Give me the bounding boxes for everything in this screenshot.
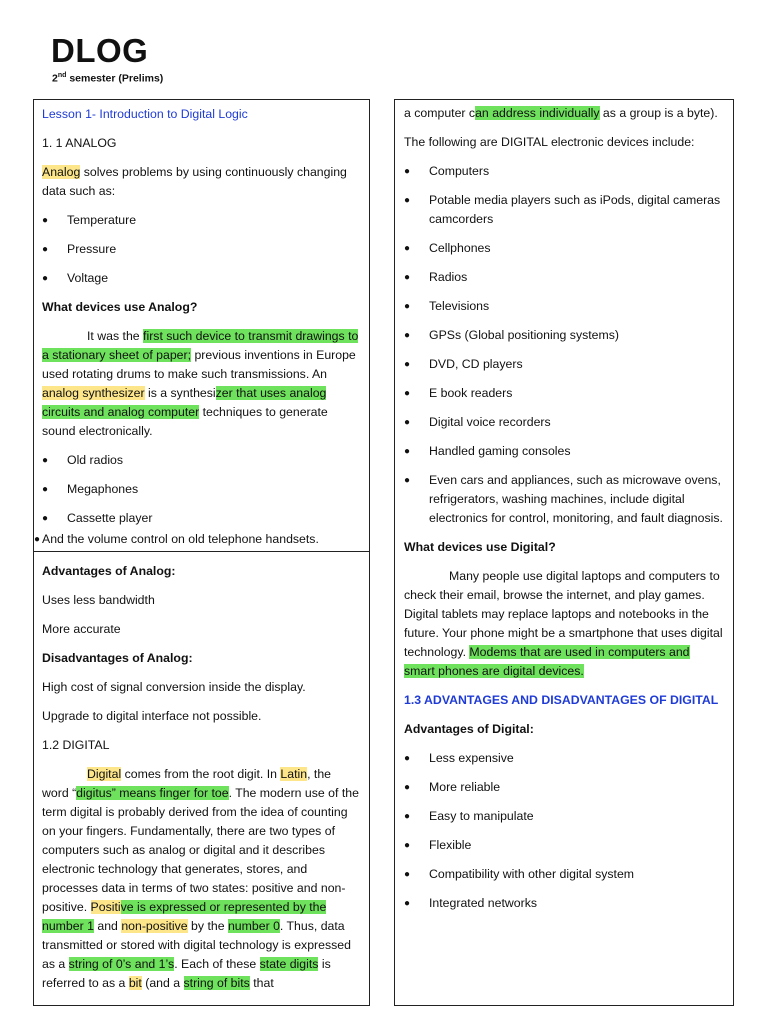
list-item: ● Radios — [404, 268, 723, 287]
digital-devices-intro: The following are DIGITAL electronic devices include: — [404, 135, 695, 149]
right-column — [394, 99, 734, 1006]
digital-devices-list — [404, 162, 723, 528]
list-item: ● Voltage — [42, 269, 361, 288]
list-item: ● Cellphones — [404, 239, 723, 258]
document-title: DLOG — [51, 32, 149, 69]
list-item: ● Even cars and appliances, such as microwave ovens, refrigerators, washing machines, include digital electronics for control, monitoring, and fault diagnosis. — [404, 471, 723, 528]
list-item: ● Flexible — [404, 836, 723, 855]
left-column — [33, 99, 370, 1006]
analog-disadvantages-heading: Disadvantages of Analog: — [42, 651, 193, 665]
list-item: ● DVD, CD players — [404, 355, 723, 374]
analog-advantage: More accurate — [42, 622, 121, 636]
list-item: ● Integrated networks — [404, 894, 723, 913]
list-item: ● Computers — [404, 162, 723, 181]
list-item: ● Digital voice recorders — [404, 413, 723, 432]
analog-advantages-heading: Advantages of Analog: — [42, 564, 176, 578]
document-subtitle: 2nd semester (Prelims) — [52, 72, 164, 85]
list-item: ● Temperature — [42, 211, 361, 230]
digital-devices-paragraph: Many people use digital laptops and computers to check their email, browse the internet, and play games. Digital tablets may replace laptops and notebooks in the future. Your phone might be a smartphone that uses digital technology. Modems that are used in computers and smart phones are digital devices. — [404, 569, 723, 678]
digital-advantages-heading: Advantages of Digital: — [404, 722, 534, 736]
section-analog-heading: 1. 1 ANALOG — [42, 136, 117, 150]
lesson-title: Lesson 1- Introduction to Digital Logic — [42, 107, 248, 121]
analog-devices-paragraph: It was the first such device to transmit drawings to a stationary sheet of paper; previous inventions in Europe used rotating drums to make such transmissions. An analog synthesizer is a synthesizer that uses analog circuits and analog computer techniques to generate sound electronically. — [42, 329, 359, 438]
analog-data-list — [42, 211, 361, 288]
list-item: ● Potable media players such as iPods, digital cameras camcorders — [404, 191, 723, 229]
analog-devices-heading: What devices use Analog? — [42, 300, 198, 314]
list-item: ● E book readers — [404, 384, 723, 403]
analog-intro: Analog solves problems by using continuously changing data such as: — [42, 165, 347, 198]
list-item: ● GPSs (Global positioning systems) — [404, 326, 723, 345]
analog-disadvantage: High cost of signal conversion inside the display. — [42, 680, 306, 694]
analog-devices-list — [42, 451, 361, 552]
section-digital-heading: 1.2 DIGITAL — [42, 738, 110, 752]
list-item: ● More reliable — [404, 778, 723, 797]
list-item: ● Megaphones — [42, 480, 361, 499]
list-item: ● Televisions — [404, 297, 723, 316]
list-item: ● Less expensive — [404, 749, 723, 768]
digital-paragraph: Digital comes from the root digit. In Latin, the word “digitus” means finger for toe. The modern use of the term digital is probably derived from the idea of counting on your fingers. Fundamentally, there are two types of computers such as analog or digital and it describes electronic technology that generates, stores, and processes data in terms of two states: positive and non-positive. Positive is expressed or represented by the number 1 and non-positive by the number 0. Thus, data transmitted or stored with digital technology is expressed as a string of 0’s and 1’s. Each of these state digits is referred to as a bit (and a string of bits that — [42, 767, 359, 990]
digital-advantages-list — [404, 749, 723, 913]
analog-advantage: Uses less bandwidth — [42, 593, 155, 607]
list-item: ● Pressure — [42, 240, 361, 259]
list-item: ● Cassette player — [42, 509, 361, 528]
list-item: ● Compatibility with other digital system — [404, 865, 723, 884]
analog-disadvantage: Upgrade to digital interface not possible. — [42, 709, 262, 723]
list-item: ● Easy to manipulate — [404, 807, 723, 826]
list-item: ● Old radios — [42, 451, 361, 470]
digital-devices-heading: What devices use Digital? — [404, 540, 556, 554]
list-item: ● And the volume control on old telephone handsets. — [34, 530, 369, 552]
continued-text: a computer can address individually as a group is a byte). — [404, 106, 718, 120]
list-item: ● Handled gaming consoles — [404, 442, 723, 461]
section-1-3-heading: 1.3 ADVANTAGES AND DISADVANTAGES OF DIGITAL — [404, 693, 719, 707]
